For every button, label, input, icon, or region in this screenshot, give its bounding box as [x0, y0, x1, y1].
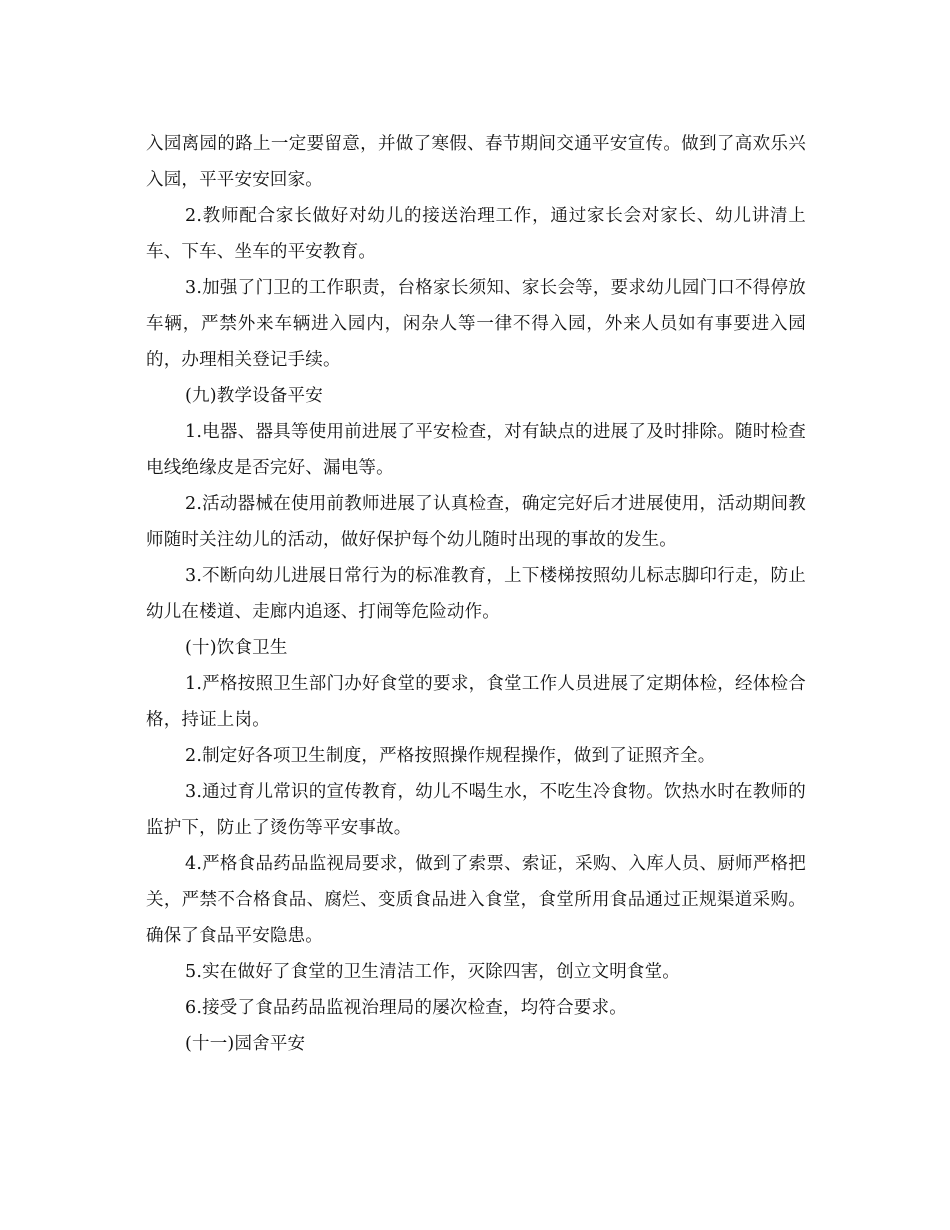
paragraph-0: 入园离园的路上一定要留意，并做了寒假、春节期间交通平安宣传。做到了高欢乐兴入园，平平安安回家。 — [146, 134, 806, 190]
paragraph-4: 1.电器、器具等使用前进展了平安检查，对有缺点的进展了及时排除。随时检查电线绝缘皮是否完好、漏电等。 — [146, 422, 806, 478]
paragraph-9: 2.制定好各项卫生制度，严格按照操作规程操作，做到了证照齐全。 — [185, 746, 716, 766]
paragraph-1: 2.教师配合家长做好对幼儿的接送治理工作，通过家长会对家长、幼儿讲清上车、下车、坐车的平安教育。 — [146, 206, 806, 262]
paragraph-2: 3.加强了门卫的工作职责，台格家长须知、家长会等，要求幼儿园门口不得停放车辆，严禁外来车辆进入园内，闲杂人等一律不得入园，外来人员如有事要进入园的，办理相关登记手续。 — [146, 278, 806, 370]
paragraph-10: 3.通过育儿常识的宣传教育，幼儿不喝生水，不吃生冷食物。饮热水时在教师的监护下，防止了烫伤等平安事故。 — [146, 782, 806, 838]
section-heading-11: (十一)园舍平安 — [185, 1034, 306, 1054]
paragraph-11: 4.严格食品药品监视局要求，做到了索票、索证，采购、入库人员、厨师严格把关，严禁不合格食品、腐烂、变质食品进入食堂，食堂所用食品通过正规渠道采购。确保了食品平安隐患。 — [146, 854, 806, 946]
paragraph-13: 6.接受了食品药品监视治理局的屡次检查，均符合要求。 — [185, 998, 627, 1018]
section-heading-10: (十)饮食卫生 — [185, 638, 288, 658]
document-body — [146, 126, 806, 1062]
paragraph-12: 5.实在做好了食堂的卫生清洁工作，灭除四害，创立文明食堂。 — [185, 962, 680, 982]
section-heading-9: (九)教学设备平安 — [185, 386, 323, 406]
paragraph-5: 2.活动器械在使用前教师进展了认真检查，确定完好后才进展使用，活动期间教师随时关注幼儿的活动，做好保护每个幼儿随时出现的事故的发生。 — [146, 494, 806, 550]
paragraph-6: 3.不断向幼儿进展日常行为的标准教育，上下楼梯按照幼儿标志脚印行走，防止幼儿在楼道、走廊内追逐、打闹等危险动作。 — [146, 566, 806, 622]
paragraph-8: 1.严格按照卫生部门办好食堂的要求，食堂工作人员进展了定期体检，经体检合格，持证上岗。 — [146, 674, 806, 730]
